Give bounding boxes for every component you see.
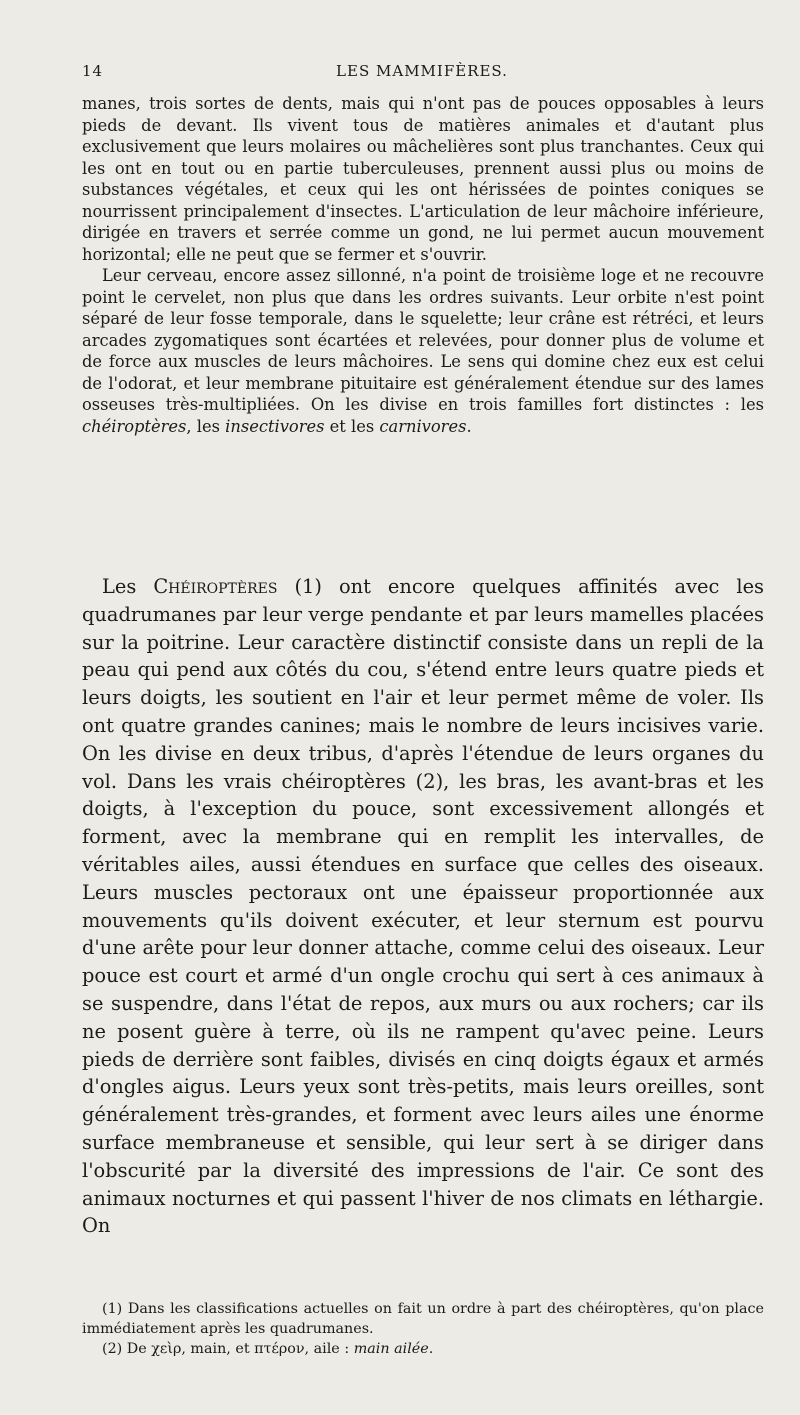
text-block-1 — [82, 93, 764, 437]
paragraph-1: manes, trois sortes de dents, mais qui n'ont pas de pouces opposables à leurs pieds de devant. Ils vivent tous de matières animales et d'autant plus exclusivement que leurs molaires ou mâchelières sont plus tranchantes. Ceux qui les ont en tout ou en partie tuberculeuses, prennent aussi plus ou moins de substances végétales, et ceux qui les ont hérissées de pointes coniques se nourrissent principalement d'insectes. L'articulation de leur mâchoire inférieure, dirigée en travers et serrée comme un gond, ne lui permet aucun mouvement horizontal; elle ne peut que se fermer et s'ouvrir. — [82, 94, 764, 264]
text-block-2 — [82, 573, 764, 1240]
footnotes — [82, 1299, 764, 1359]
paragraph-3-text-b: , les bras, les avant-bras et les doigts, à l'exception du pouce, sont excessivement allongés et forment, avec la membrane qui en remplit les intervalles, de véritables ailes, aussi étendues en surface que celles des oiseaux. Leurs muscles pectoraux ont une épaisseur proportionnée aux mouvements qu'ils doivent exécuter, et leur sternum est pourvu d'une arête pour leur donner attache, comme celui des oiseaux. Leur pouce est court et armé d'un ongle crochu qui sert à ces animaux à se suspendre, dans l'état de repos, aux murs ou aux rochers; car ils ne posent guère à terre, où ils ne rampent qu'avec peine. Leurs pieds de derrière sont faibles, divisés en cinq doigts égaux et armés d'ongles aigus. Leurs yeux sont très-petits, mais leurs oreilles, sont généralement très-grandes, et forment avec leurs ailes une énorme surface membraneuse et sensible, qui leur sert à se diriger dans l'obscurité par la diversité des impressions de l'air. Ce sont des animaux nocturnes et qui passent l'hiver de nos climats en léthargie. On — [82, 769, 764, 1238]
footnote-2 — [82, 1339, 764, 1359]
footnote-ref-1: (1) — [294, 575, 322, 598]
paragraph-3-text-a: ont encore quelques affinités avec les quadrumanes par leur verge pendante et par leurs mamelles placées sur la poitrine. Leur caractère distinctif consiste dans un repli de la peau qui pend aux côtés du cou, s'étend entre leurs quatre pieds et leurs doigts, les soutient en l'air et leur permet même de voler. Ils ont quatre grandes canines; mais le nombre de leurs incisives varie. On les divise en deux tribus, d'après l'étendue de leurs organes du vol. Dans les vrais chéiroptères — [82, 575, 765, 793]
footnote-2-text: (2) De χεὶρ, main, et πτέρον, aile : — [102, 1341, 354, 1357]
paragraph-2 — [82, 265, 764, 437]
family-carnivores: carnivores — [379, 416, 467, 436]
page-number: 14 — [82, 62, 104, 80]
footnote-2-end: . — [428, 1341, 434, 1357]
paragraph-3-lead: Les — [102, 575, 154, 598]
footnote-2-italic: main ailée — [353, 1341, 429, 1357]
term-chiropteres: Chéiroptères — [153, 575, 278, 598]
paragraph-2-text: Leur cerveau, encore assez sillonné, n'a point de troisième loge et ne recouvre point le cervelet, non plus que dans les ordres suivants. Leur orbite n'est point séparé de leur fosse temporale, dans le squelette; leur crâne est rétréci, et leurs arcades zygomatiques sont écartées et relevées, pour donner plus de volume et de force aux muscles de leurs mâchoires. Le sens qui domine chez eux est celui de l'odorat, et leur membrane pituitaire est généralement étendue sur des lames osseuses très-multipliées. On les divise en trois familles fort distinctes : les — [82, 266, 764, 414]
family-insectivores: insectivores — [225, 416, 325, 436]
separator-2: et les — [324, 416, 380, 436]
paragraph-3 — [82, 573, 764, 1240]
footnote-1: (1) Dans les classifications actuelles on fait un ordre à part des chéiroptères, qu'on place immédiatement après les quadrumanes. — [82, 1301, 764, 1337]
family-chiroptera: chéiroptères — [82, 416, 187, 436]
paragraph-2-end: . — [466, 416, 472, 436]
running-title: LES MAMMIFÈRES. — [336, 62, 508, 80]
footnote-ref-2: (2) — [415, 769, 444, 793]
separator-1: , les — [186, 416, 226, 436]
